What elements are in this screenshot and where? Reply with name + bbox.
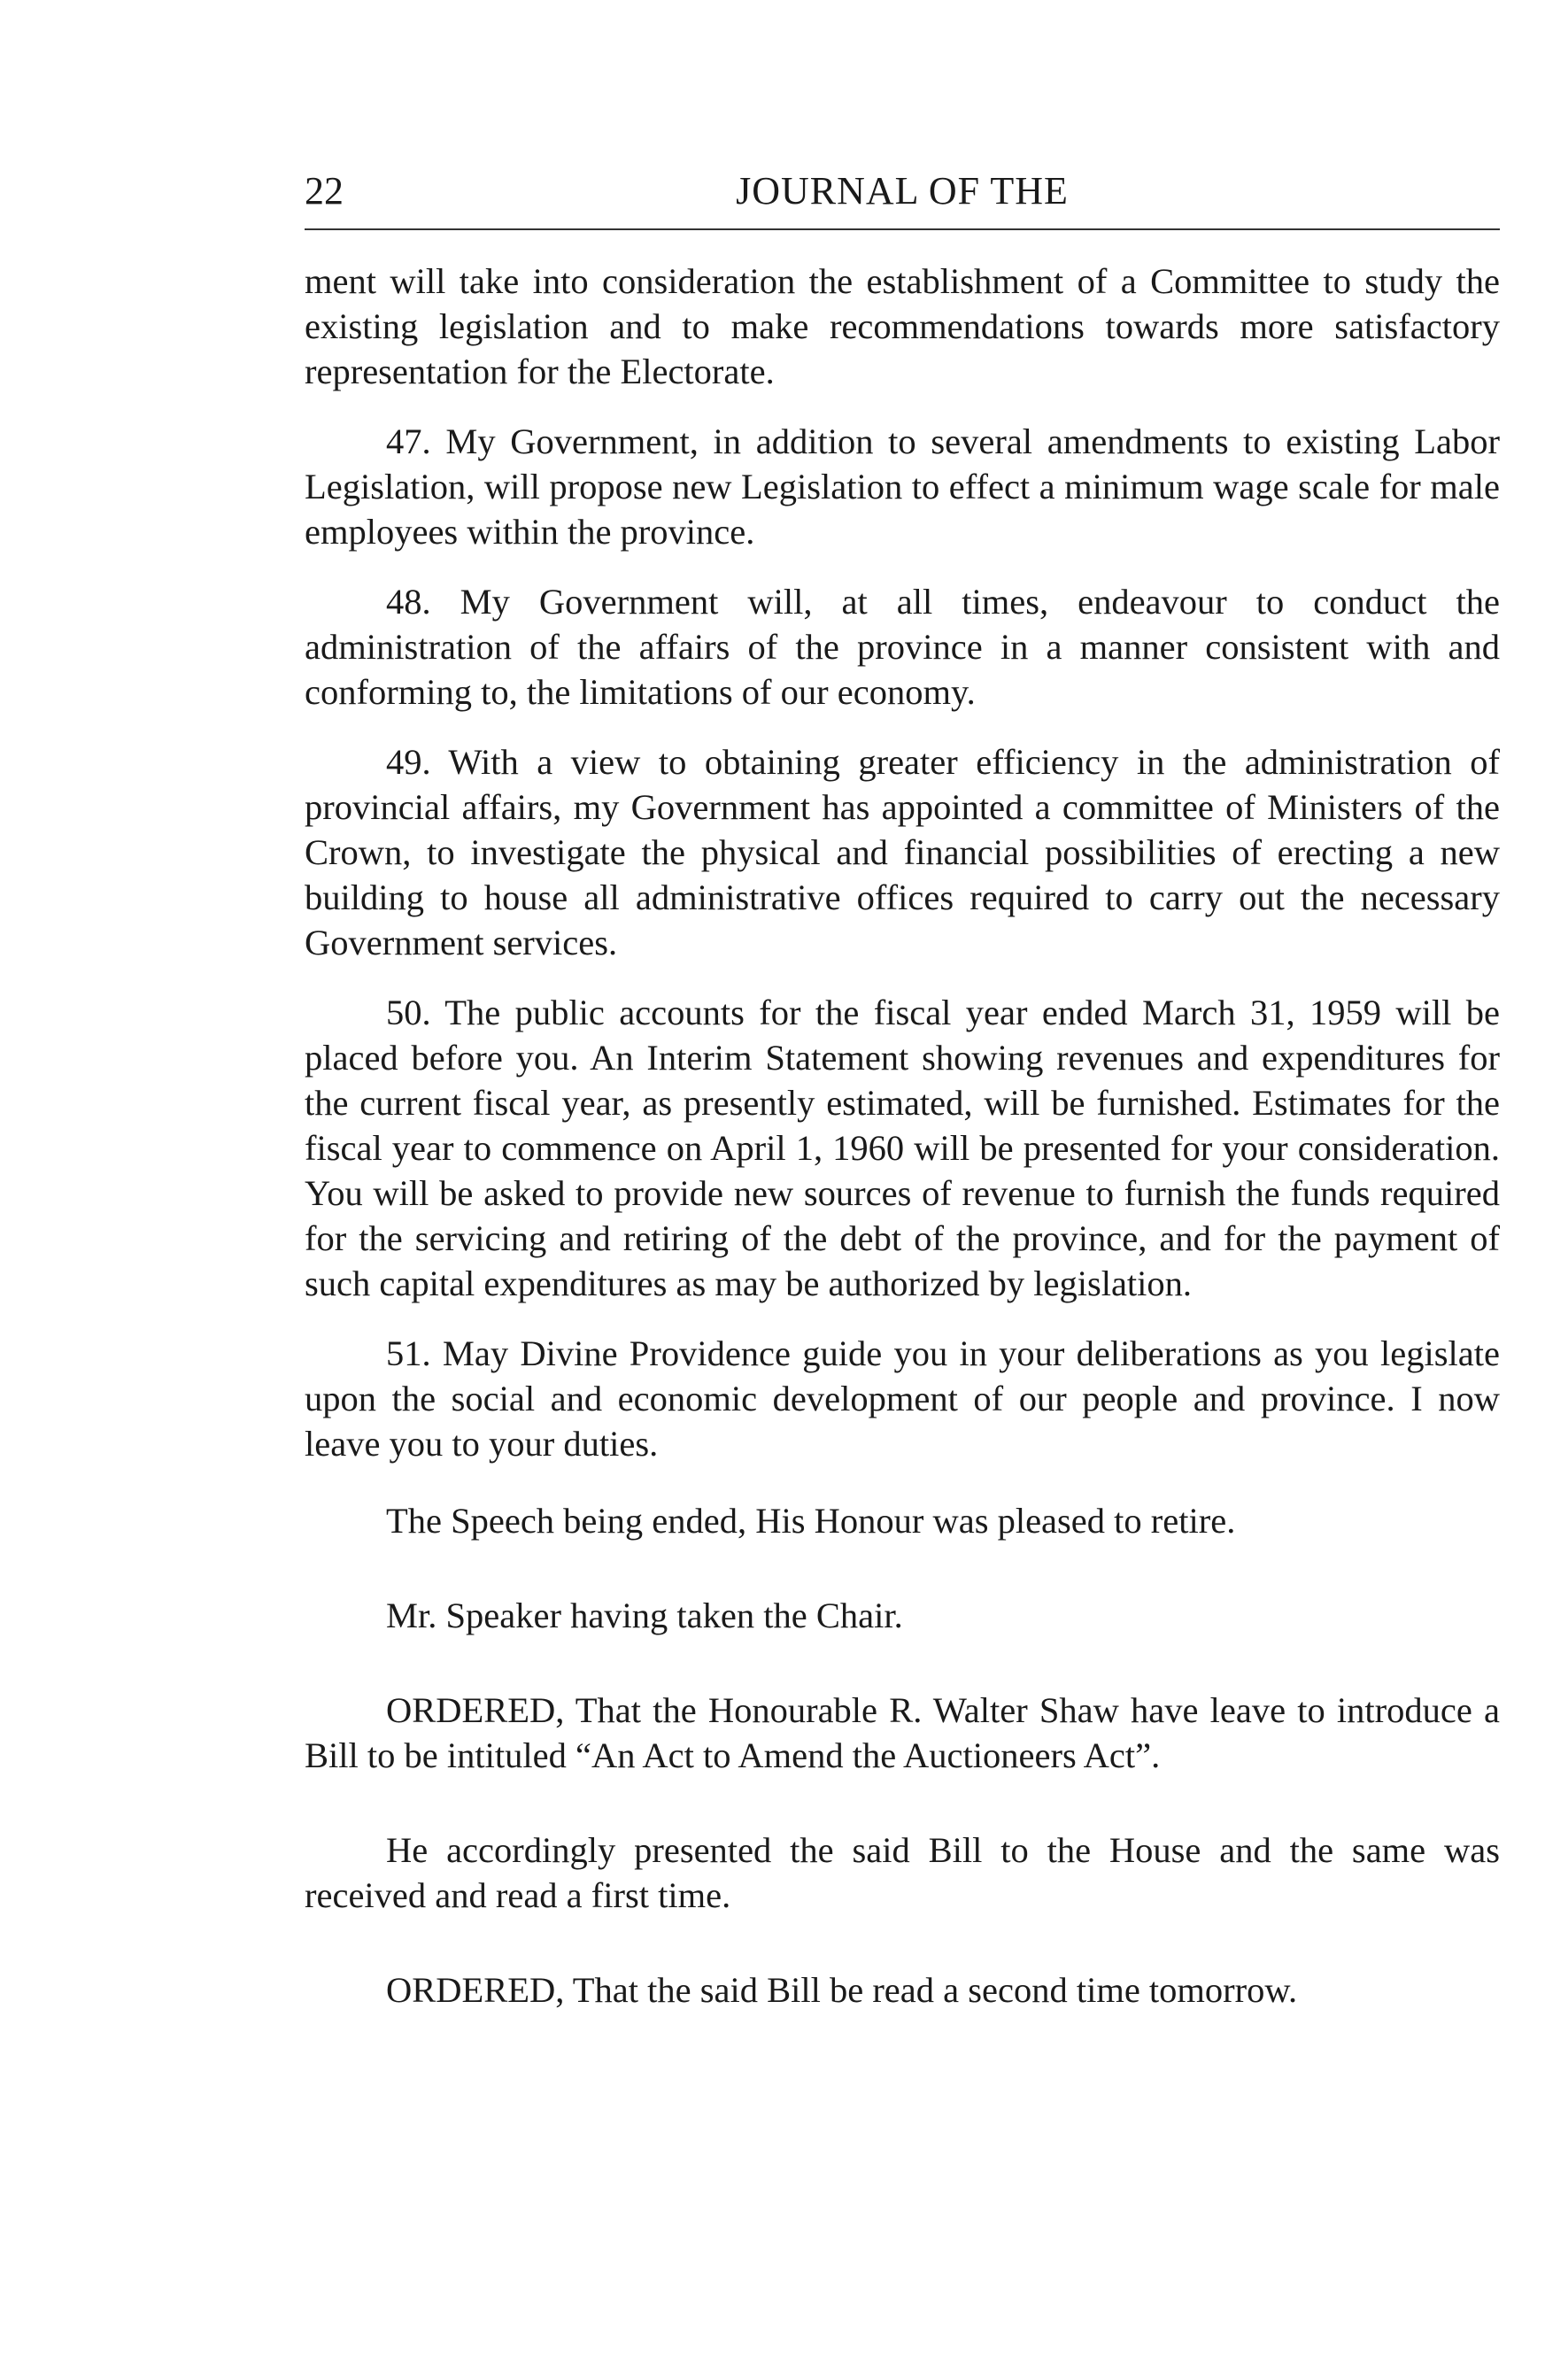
page-header <box>305 165 1500 227</box>
bill-first-reading: He accordingly presented the said Bill to the House and the same was received and read a first time. <box>305 1830 1500 1915</box>
header-rule <box>305 228 1500 230</box>
body-text <box>305 259 1500 2013</box>
running-head: JOURNAL OF THE <box>736 169 1069 212</box>
speech-ended: The Speech being ended, His Honour was pleased to retire. <box>386 1501 1236 1541</box>
paragraph-47: 47. My Government, in addition to several amendments to existing Labor Legislation, will propose new Legislation to effect a minimum wage scale for male employees within the province. <box>305 421 1500 552</box>
paragraph-50: 50. The public accounts for the fiscal year ended March 31, 1959 will be placed before you. An Interim Statement showing revenues and expenditures for the current fiscal year, as presently estimated, will be furnished. Estimates for the fiscal year to commence on April 1, 1960 will be presented for your consideration. You will be asked to provide new sources of revenue to furnish the funds required for the servicing and retiring of the debt of the province, and for the payment of such capital expenditures as may be authorized by legislation. <box>305 993 1500 1303</box>
order-second-reading: ORDERED, That the said Bill be read a second time tomorrow. <box>386 1970 1298 2010</box>
paragraph-continuation: ment will take into consideration the establishment of a Committee to study the existing legislation and to make recommendations towards more satisfactory representation for the Electorate. <box>305 261 1500 391</box>
paragraph-48: 48. My Government will, at all times, endeavour to conduct the administration of the affairs of the province in a manner consistent with and conforming to, the limitations of our economy. <box>305 582 1500 712</box>
page-number: 22 <box>305 169 344 212</box>
paragraph-49: 49. With a view to obtaining greater efficiency in the administration of provincial affairs, my Government has appointed a committee of Ministers of the Crown, to investigate the physical and financial possibilities of erecting a new building to house all administrative offices required to carry out the necessary Government services. <box>305 742 1500 962</box>
paragraph-51: 51. May Divine Providence guide you in your deliberations as you legislate upon the social and economic development of our people and province. I now leave you to your duties. <box>305 1333 1500 1464</box>
order-bill-leave: ORDERED, That the Honourable R. Walter Shaw have leave to introduce a Bill to be intituled “An Act to Amend the Auctioneers Act”. <box>305 1690 1500 1775</box>
speaker-chair: Mr. Speaker having taken the Chair. <box>386 1596 903 1635</box>
